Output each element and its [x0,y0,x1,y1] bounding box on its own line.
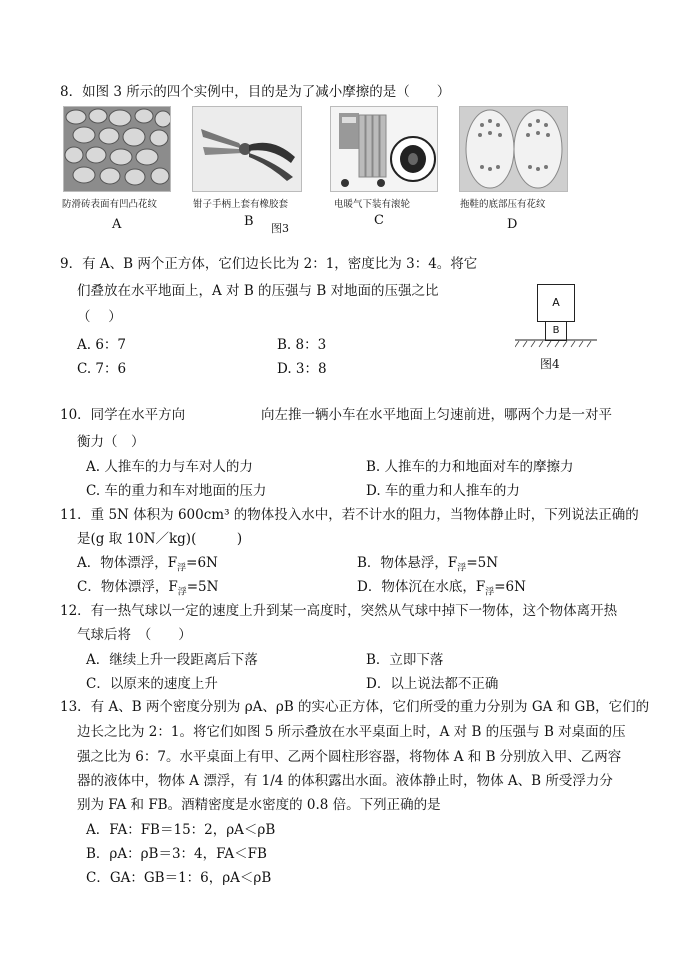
q13-line1: 13．有 A、B 两个密度分别为 ρA、ρB 的实心正方体，它们所受的重力分别为 GA 和 GB，它们的 [60,699,650,715]
q13-line3: 强之比为 6：7。水平桌面上有甲、乙两个圆柱形容器，将物体 A 和 B 分别放入甲、乙两容 [77,749,622,765]
caption-c: 电暖气下装有滚轮 [334,199,411,210]
slipper-soles-image [459,106,568,192]
q11-option-c: C．物体漂浮，$F_浮=5N$ [77,579,219,598]
pebble-tile-image [63,106,171,192]
q11-line1: 11．重 5N 体积为 600cm³ 的物体投入水中，若不计水的阻力，当物体静止时，下列说法正确的 [60,507,639,523]
figure-3-label: 图3 [271,222,289,235]
q10-line1-start: 10．同学在水平方向 [60,407,186,423]
q10-option-d: D. 车的重力和人推车的力 [366,483,520,499]
q9-option-d: D. 3：8 [277,361,327,377]
q9-option-c: C. 7：6 [77,361,127,377]
q12-line2: 气球后将 （ ） [77,627,192,643]
q13-option-a: A．FA：FB＝15：2，ρA＜ρB [86,822,276,838]
q13-option-b: B．ρA：ρB＝3：4，FA＜FB [86,846,267,862]
letter-c: C [374,213,384,228]
q11-option-d: D．物体沉在水底，$F_浮=6N$ [357,579,526,598]
figure-4-label: 图4 [540,357,560,371]
q10-option-a: A. 人推车的力与车对人的力 [86,459,253,475]
q13-line4: 器的液体中，物体 A 漂浮，有 1/4 的体积露出水面。液体静止时，物体 A、B 所受浮力分 [77,773,613,789]
q9-line2: 们叠放在水平地面上，A 对 B 的压强与 B 对地面的压强之比 [77,283,439,299]
q8-stem: 8．如图 3 所示的四个实例中，目的是为了减小摩擦的是（ ） [60,84,451,100]
q12-option-b: B．立即下落 [366,652,444,668]
figure-4-diagram [515,284,597,354]
q12-option-c: C．以原来的速度上升 [86,676,218,692]
caption-d: 拖鞋的底部压有花纹 [460,199,546,210]
q10-option-c: C. 车的重力和车对地面的压力 [86,483,267,499]
caption-a: 防滑砖表面有凹凸花纹 [62,199,158,210]
letter-a: A [112,217,122,232]
q10-line1-end: 向左推一辆小车在水平地面上匀速前进，哪两个力是一对平 [261,407,612,423]
q11-option-a: A．物体漂浮，$F_浮=6N$ [77,555,218,574]
block-b: B [545,321,567,341]
q12-line1: 12．有一热气球以一定的速度上升到某一高度时，突然从气球中掉下一物体，这个物体离开热 [60,603,618,619]
letter-d: D [507,217,518,232]
q9-option-b: B. 8：3 [277,337,327,353]
q9-option-a: A. 6：7 [77,337,127,353]
q12-option-d: D．以上说法都不正确 [366,676,499,692]
q13-line5: 别为 FA 和 FB。酒精密度是水密度的 0.8 倍。下列正确的是 [77,797,441,813]
ground-hatching [515,339,597,349]
q10-line2: 衡力（ ） [77,434,145,450]
q12-option-a: A．继续上升一段距离后下落 [86,652,258,668]
q13-line2: 边长之比为 2：1。将它们如图 5 所示叠放在水平桌面上时，A 对 B 的压强与 B 对桌面的压 [77,724,626,740]
q9-line3: （ ） [77,309,122,325]
letter-b: B [244,214,254,229]
q11-line2: 是(g 取 10N／kg)( ) [77,531,243,547]
pliers-image [192,106,302,192]
q10-option-b: B. 人推车的力和地面对车的摩擦力 [366,459,574,475]
heater-image [330,106,438,192]
q9-line1: 9．有 A、B 两个正方体，它们边长比为 2：1，密度比为 3：4。将它 [60,256,478,272]
caption-b: 钳子手柄上套有橡胶套 [193,199,289,210]
block-a: A [537,284,575,322]
q11-option-b: B．物体悬浮，$F_浮=5N$ [357,555,499,574]
q13-option-c: C．GA：GB＝1：6，ρA＜ρB [86,870,272,886]
